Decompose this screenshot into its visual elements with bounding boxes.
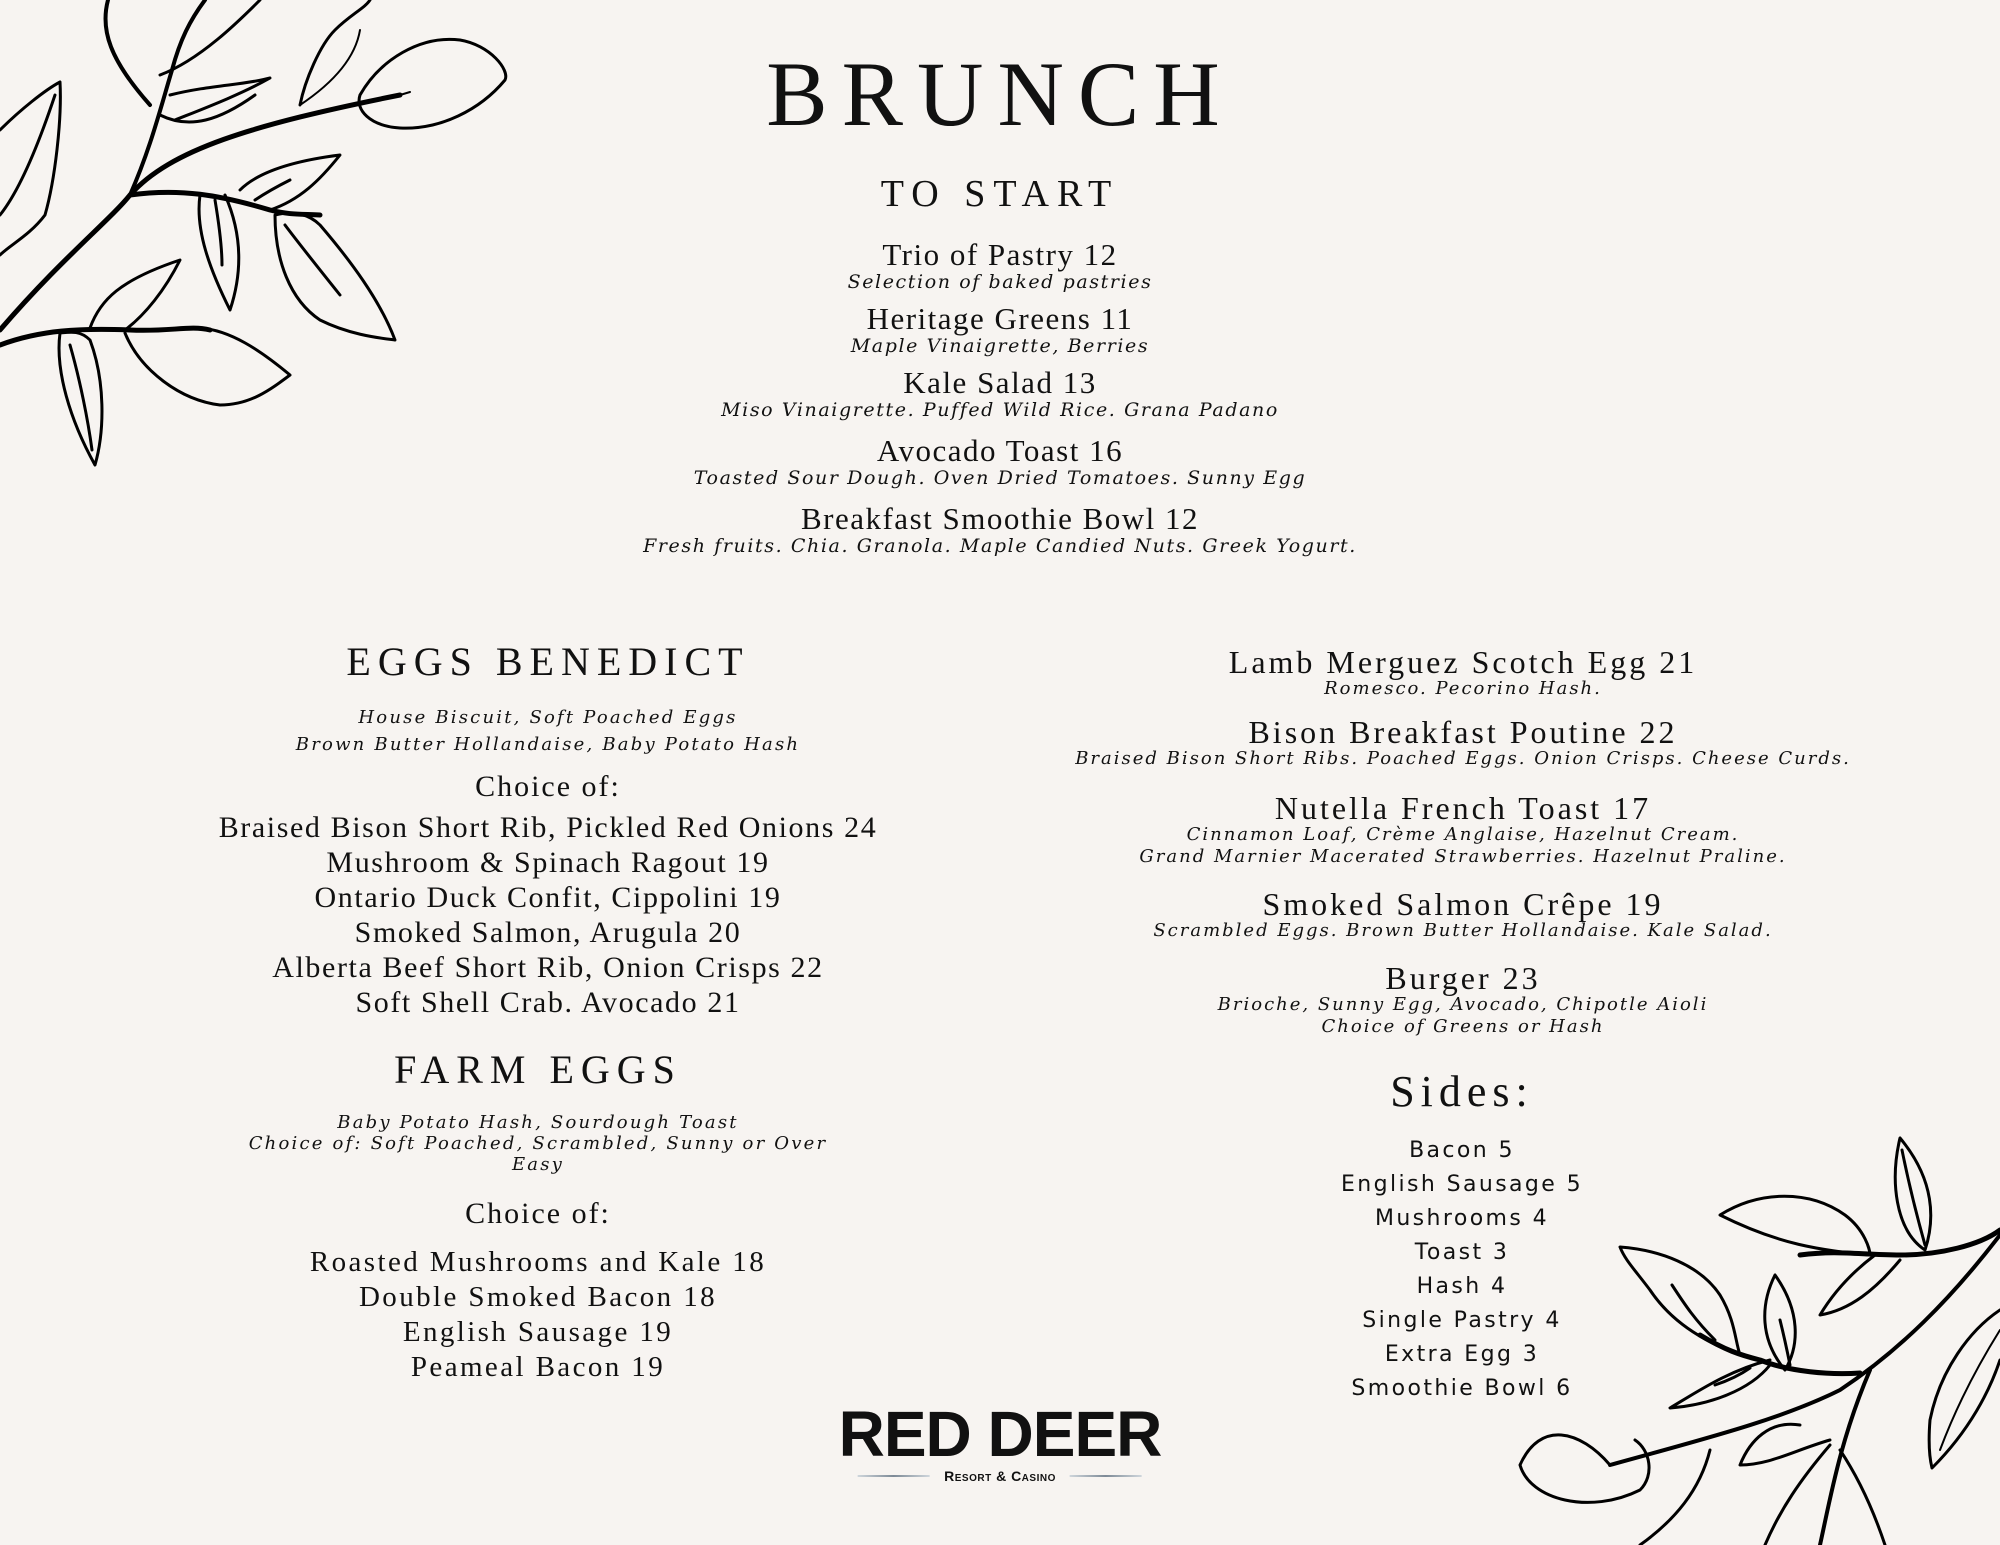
menu-item: [643, 502, 1357, 558]
item-description: Toasted Sour Dough. Oven Dried Tomatoes. Sunny Egg: [693, 466, 1307, 489]
eggs-benedict-choice: Mushroom & Spinach Ragout 19: [326, 846, 770, 879]
item-name: Smoked Salmon Crêpe 19: [1262, 886, 1664, 922]
farm-eggs-heading: FARM EGGS: [394, 1047, 682, 1092]
item-description: Miso Vinaigrette. Puffed Wild Rice. Grana Padano: [721, 398, 1279, 421]
item-description: Fresh fruits. Chia. Granola. Maple Candied Nuts. Greek Yogurt.: [643, 534, 1357, 557]
menu-item: [721, 366, 1279, 422]
item-description: Braised Bison Short Ribs. Poached Eggs. Onion Crisps. Cheese Curds.: [1075, 748, 1851, 769]
item-name: Avocado Toast 16: [876, 432, 1124, 468]
item-description: Maple Vinaigrette, Berries: [850, 335, 1150, 358]
item-description: Grand Marnier Macerated Strawberries. Hazelnut Praline.: [1139, 846, 1787, 867]
side-item: Smoothie Bowl 6: [1351, 1376, 1573, 1401]
sides-heading: Sides:: [1390, 1067, 1534, 1116]
eggs-benedict-choice-label: Choice of:: [475, 770, 621, 803]
item-description: Selection of baked pastries: [847, 271, 1153, 294]
farm-eggs-desc-1: Baby Potato Hash, Sourdough Toast: [337, 1112, 739, 1133]
item-description: Cinnamon Loaf, Crème Anglaise, Hazelnut Cream.: [1186, 824, 1740, 845]
item-name: Trio of Pastry 12: [882, 237, 1118, 272]
logo-divider-left: [858, 1475, 930, 1477]
logo-subtitle-row: [839, 1468, 1162, 1484]
logo-wordmark: RED DEER: [838, 1398, 1162, 1470]
to-start-heading: TO START: [880, 173, 1120, 215]
farm-eggs-desc-2: Choice of: Soft Poached, Scrambled, Sunny or Over: [248, 1133, 828, 1154]
farm-eggs-choice-label: Choice of:: [465, 1197, 611, 1230]
farm-eggs-desc-3: Easy: [511, 1154, 565, 1175]
item-description: Scrambled Eggs. Brown Butter Hollandaise. Kale Salad.: [1153, 920, 1773, 941]
side-item: Toast 3: [1414, 1240, 1510, 1265]
eggs-benedict-heading: EGGS BENEDICT: [346, 639, 750, 684]
farm-eggs-choice: English Sausage 19: [402, 1316, 674, 1348]
to-start-list: [643, 238, 1357, 558]
item-description: Choice of Greens or Hash: [1321, 1016, 1605, 1037]
side-item: Mushrooms 4: [1374, 1206, 1550, 1231]
mains-section: [1075, 646, 1851, 1038]
menu-item: [1139, 792, 1786, 868]
eggs-benedict-choice: Ontario Duck Confit, Cippolini 19: [314, 881, 782, 914]
menu-item: [848, 238, 1153, 294]
eggs-benedict-desc-2: Brown Butter Hollandaise, Baby Potato Hash: [295, 734, 801, 755]
farm-eggs-choice: Roasted Mushrooms and Kale 18: [309, 1246, 767, 1278]
eggs-benedict-choice: Smoked Salmon, Arugula 20: [354, 916, 742, 949]
farm-eggs-choice: Peameal Bacon 19: [410, 1351, 666, 1383]
item-name: Breakfast Smoothie Bowl 12: [800, 500, 1200, 536]
leaf-illustration-top-left: [0, 0, 560, 480]
menu-item: [1075, 716, 1851, 770]
side-item: Hash 4: [1416, 1274, 1508, 1299]
side-item: English Sausage 5: [1340, 1172, 1584, 1197]
item-name: Heritage Greens 11: [866, 300, 1134, 336]
menu-item: [1218, 962, 1709, 1038]
menu-title: BRUNCH: [766, 43, 1234, 145]
menu-item: [1153, 888, 1772, 942]
item-name: Bison Breakfast Poutine 22: [1248, 714, 1678, 750]
sides-section: [1340, 1067, 1584, 1406]
item-description: Brioche, Sunny Egg, Avocado, Chipotle Aioli: [1217, 994, 1709, 1015]
menu-item: [851, 302, 1150, 358]
farm-eggs-section: [248, 1047, 828, 1385]
item-name: Burger 23: [1385, 960, 1541, 996]
menu-item: [1229, 646, 1697, 700]
eggs-benedict-choice: Braised Bison Short Rib, Pickled Red Onions 24: [218, 811, 878, 844]
item-name: Nutella French Toast 17: [1274, 790, 1652, 826]
eggs-benedict-desc-1: House Biscuit, Soft Poached Eggs: [358, 707, 738, 728]
eggs-benedict-choice: Alberta Beef Short Rib, Onion Crisps 22: [272, 951, 824, 984]
logo-divider-right: [1070, 1475, 1142, 1477]
logo-subtitle: Resort & Casino: [944, 1468, 1056, 1484]
farm-eggs-choice: Double Smoked Bacon 18: [358, 1281, 718, 1313]
side-item: Bacon 5: [1409, 1138, 1515, 1163]
side-item: Extra Egg 3: [1384, 1342, 1540, 1367]
eggs-benedict-section: [218, 639, 878, 1020]
menu-item: [694, 434, 1307, 490]
side-item: Single Pastry 4: [1362, 1308, 1562, 1333]
red-deer-logo: [838, 1398, 1162, 1484]
item-name: Lamb Merguez Scotch Egg 21: [1228, 644, 1698, 680]
eggs-benedict-choice: Soft Shell Crab. Avocado 21: [355, 986, 741, 1019]
item-name: Kale Salad 13: [903, 364, 1097, 400]
item-description: Romesco. Pecorino Hash.: [1324, 678, 1602, 699]
